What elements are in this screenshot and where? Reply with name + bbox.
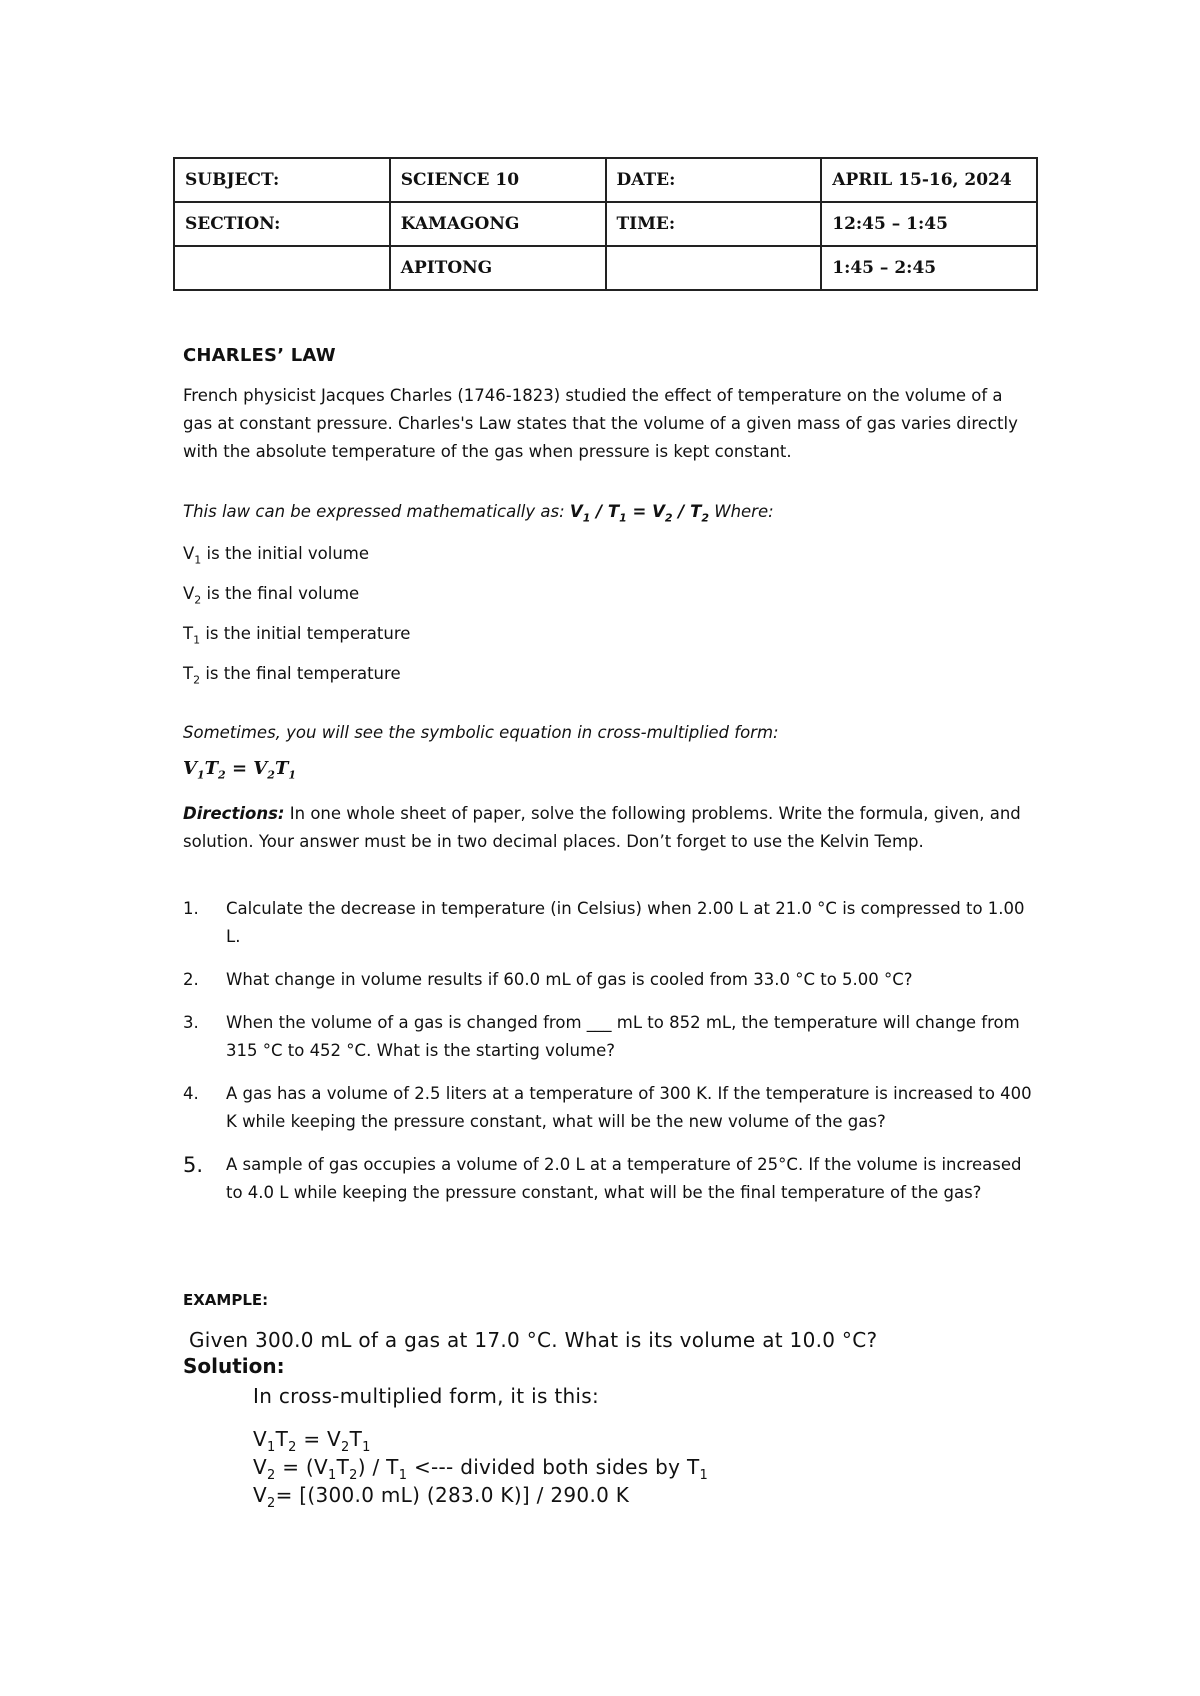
definition-subscript: 1: [193, 633, 201, 647]
problem-text: A sample of gas occupies a volume of 2.0 L at a temperature of 25°C. If the volume is increased to 4.0 L while keeping the pressure constant, what will be the final temperature of the gas?: [226, 1155, 1022, 1202]
definition-symbol: V: [183, 584, 195, 603]
directions-text: In one whole sheet of paper, solve the following problems. Write the formula, given, and solution. Your answer must be in two decimal places. Don’t forget to use the Kelvin Temp.: [183, 804, 1021, 851]
header-cell: SUBJECT:: [174, 158, 390, 202]
solution-intro: In cross-multiplied form, it is this:: [253, 1384, 600, 1408]
header-row: [174, 202, 1037, 246]
problem-item: [183, 895, 1033, 951]
header-cell: APITONG: [390, 246, 606, 290]
formula-subscript: 1: [619, 511, 627, 525]
problem-number: 4.: [183, 1084, 199, 1103]
problem-item: [183, 966, 1033, 994]
formula-part: /: [672, 502, 691, 521]
formula-subscript: 2: [701, 511, 709, 525]
definition-item: [183, 660, 1033, 694]
problem-text: A gas has a volume of 2.5 liters at a temperature of 300 K. If the temperature is increased to 400 K while keeping the pressure constant, what will be the new volume of the gas?: [226, 1084, 1032, 1131]
header-cell: [606, 246, 822, 290]
problem-number: 1.: [183, 899, 199, 918]
header-cell: SECTION:: [174, 202, 390, 246]
header-cell: SCIENCE 10: [390, 158, 606, 202]
formula-subscript: 2: [664, 511, 673, 525]
problem-number: 3.: [183, 1013, 199, 1032]
expression-formula: [569, 502, 709, 525]
definition-text: is the initial volume: [201, 544, 370, 563]
problem-item: [183, 1080, 1033, 1136]
definition-text: is the final volume: [201, 584, 360, 603]
formula-part: /: [590, 502, 608, 521]
solution-line-3: $V_2= [(300.0$ mL) (283.0 K)] / 290.0 K: [253, 1483, 630, 1511]
header-table: [173, 157, 1038, 291]
solution-line-2: $V_2 = (V_1T_2) / T_1$ <--- divided both sides by $T_1$: [253, 1455, 709, 1483]
header-cell: KAMAGONG: [390, 202, 606, 246]
problem-text: Calculate the decrease in temperature (in Celsius) when 2.00 L at 21.0 °C is compressed to 1.00 L.: [226, 899, 1025, 946]
expression-lead: This law can be expressed mathematically as:: [183, 502, 565, 521]
definition-symbol: T: [183, 624, 194, 643]
problem-number: 2.: [183, 970, 199, 989]
definition-item: [183, 620, 1033, 654]
definition-symbol: V: [183, 544, 195, 563]
header-cell: APRIL 15-16, 2024: [821, 158, 1037, 202]
formula-part: T: [607, 502, 620, 521]
cross-note: Sometimes, you will see the symbolic equation in cross-multiplied form:: [183, 723, 779, 742]
formula-subscript: 1: [582, 511, 591, 525]
definition-item: [183, 580, 1033, 614]
header-cell: DATE:: [606, 158, 822, 202]
formula-part: V: [652, 502, 665, 521]
problem-text: When the volume of a gas is changed from ___ mL to 852 mL, the temperature will change from 315 °C to 452 °C. What is the starting volume?: [226, 1013, 1020, 1060]
law-expression: [183, 498, 1033, 532]
example-label: EXAMPLE:: [183, 1291, 269, 1309]
header-cell: [174, 246, 390, 290]
solution-line-1: $V_1T_2 = V_2T_1$: [253, 1427, 371, 1455]
problem-number: 5.: [183, 1153, 204, 1177]
example-given: Given 300.0 mL of a gas at 17.0 °C. What is its volume at 10.0 °C?: [189, 1328, 878, 1352]
definition-subscript: 2: [193, 673, 201, 687]
directions: [183, 800, 1033, 856]
problem-item: [183, 1151, 1033, 1207]
definition-subscript: 2: [194, 593, 202, 607]
header-cell: TIME:: [606, 202, 822, 246]
cross-formula: $V_1T_2 = V_2T_1$: [183, 758, 296, 782]
definition-symbol: T: [183, 664, 194, 683]
definition-subscript: 1: [194, 553, 202, 567]
directions-label: Directions:: [183, 804, 285, 823]
definition-text: is the final temperature: [200, 664, 401, 683]
formula-part: T: [690, 502, 702, 521]
problem-list: [183, 895, 1033, 1222]
header-cell: 12:45 – 1:45: [821, 202, 1037, 246]
problem-text: What change in volume results if 60.0 mL of gas is cooled from 33.0 °C to 5.00 °C?: [226, 970, 913, 989]
formula-part: =: [626, 502, 653, 521]
header-cell: 1:45 – 2:45: [821, 246, 1037, 290]
solution-label: Solution:: [183, 1354, 285, 1378]
section-title: CHARLES’ LAW: [183, 345, 336, 366]
definition-item: [183, 540, 1033, 574]
definition-text: is the initial temperature: [200, 624, 411, 643]
header-row: [174, 158, 1037, 202]
expression-tail: Where:: [714, 502, 774, 521]
intro-paragraph: French physicist Jacques Charles (1746-1823) studied the effect of temperature on the volume of a gas at constant pressure. Charles's Law states that the volume of a given mass of gas varies directly with the absolute temperature of the gas when pressure is kept constant.: [183, 386, 1018, 461]
formula-part: V: [569, 502, 583, 521]
header-row: [174, 246, 1037, 290]
problem-item: [183, 1009, 1033, 1065]
